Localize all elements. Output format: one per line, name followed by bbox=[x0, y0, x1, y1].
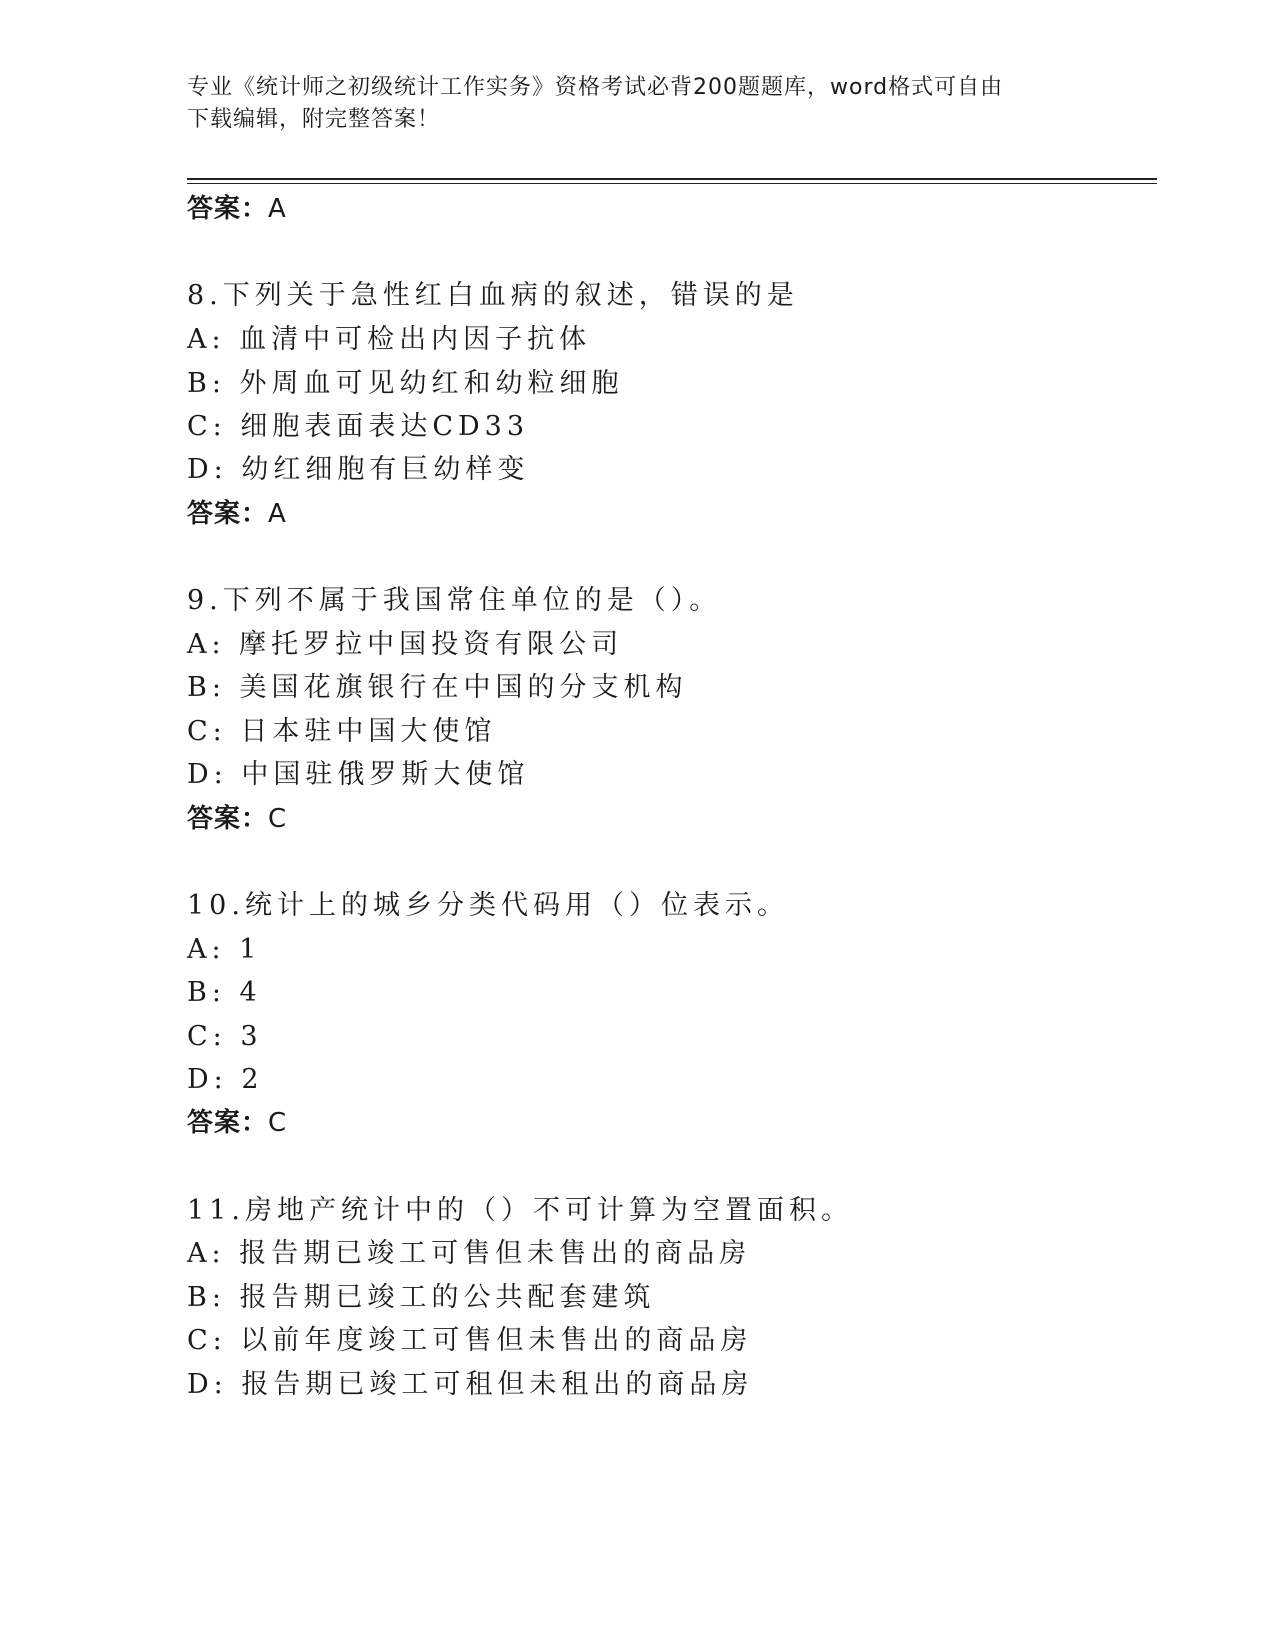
answer-value: C bbox=[268, 804, 288, 834]
header-divider-thick bbox=[187, 178, 1157, 180]
option-b: B: 外周血可见幼红和幼粒细胞 bbox=[187, 368, 624, 399]
option-c: C: 以前年度竣工可售但未售出的商品房 bbox=[187, 1325, 753, 1356]
answer-line bbox=[187, 1106, 287, 1140]
option-b: B: 4 bbox=[187, 977, 262, 1008]
answer-label: 答案： bbox=[187, 1108, 269, 1138]
answer-label: 答案： bbox=[187, 804, 269, 834]
option-a: A: 报告期已竣工可售但未售出的商品房 bbox=[187, 1238, 752, 1269]
answer-value: A bbox=[268, 499, 287, 529]
question-stem: 10.统计上的城乡分类代码用（）位表示。 bbox=[187, 890, 789, 921]
option-c: C: 细胞表面表达CD33 bbox=[187, 411, 530, 442]
header-line-1: 专业《统计师之初级统计工作实务》资格考试必背200题题库，word格式可自由 bbox=[187, 75, 1004, 100]
option-a: A: 1 bbox=[187, 934, 262, 965]
option-a: A: 血清中可检出内因子抗体 bbox=[187, 324, 592, 355]
answer-line bbox=[187, 192, 287, 226]
option-b: B: 美国花旗银行在中国的分支机构 bbox=[187, 672, 688, 703]
answer-value: A bbox=[268, 194, 287, 224]
header-line-2: 下载编辑，附完整答案！ bbox=[187, 107, 441, 132]
option-c: C: 3 bbox=[187, 1021, 263, 1052]
option-d: D: 中国驻俄罗斯大使馆 bbox=[187, 759, 530, 790]
header-divider-thin bbox=[187, 183, 1157, 184]
option-d: D: 报告期已竣工可租但未租出的商品房 bbox=[187, 1369, 754, 1400]
answer-line bbox=[187, 497, 287, 531]
question-stem: 11.房地产统计中的（）不可计算为空置面积。 bbox=[187, 1195, 853, 1226]
answer-value: C bbox=[268, 1108, 288, 1138]
answer-line bbox=[187, 802, 287, 836]
question-stem: 9.下列不属于我国常住单位的是（）。 bbox=[187, 585, 722, 616]
option-d: D: 2 bbox=[187, 1064, 264, 1095]
option-a: A: 摩托罗拉中国投资有限公司 bbox=[187, 629, 624, 660]
option-c: C: 日本驻中国大使馆 bbox=[187, 716, 497, 747]
question-stem: 8.下列关于急性红白血病的叙述，错误的是 bbox=[187, 280, 799, 311]
answer-label: 答案： bbox=[187, 194, 269, 224]
option-d: D: 幼红细胞有巨幼样变 bbox=[187, 454, 530, 485]
document-header bbox=[187, 72, 1087, 136]
answer-label: 答案： bbox=[187, 499, 269, 529]
option-b: B: 报告期已竣工的公共配套建筑 bbox=[187, 1282, 656, 1313]
